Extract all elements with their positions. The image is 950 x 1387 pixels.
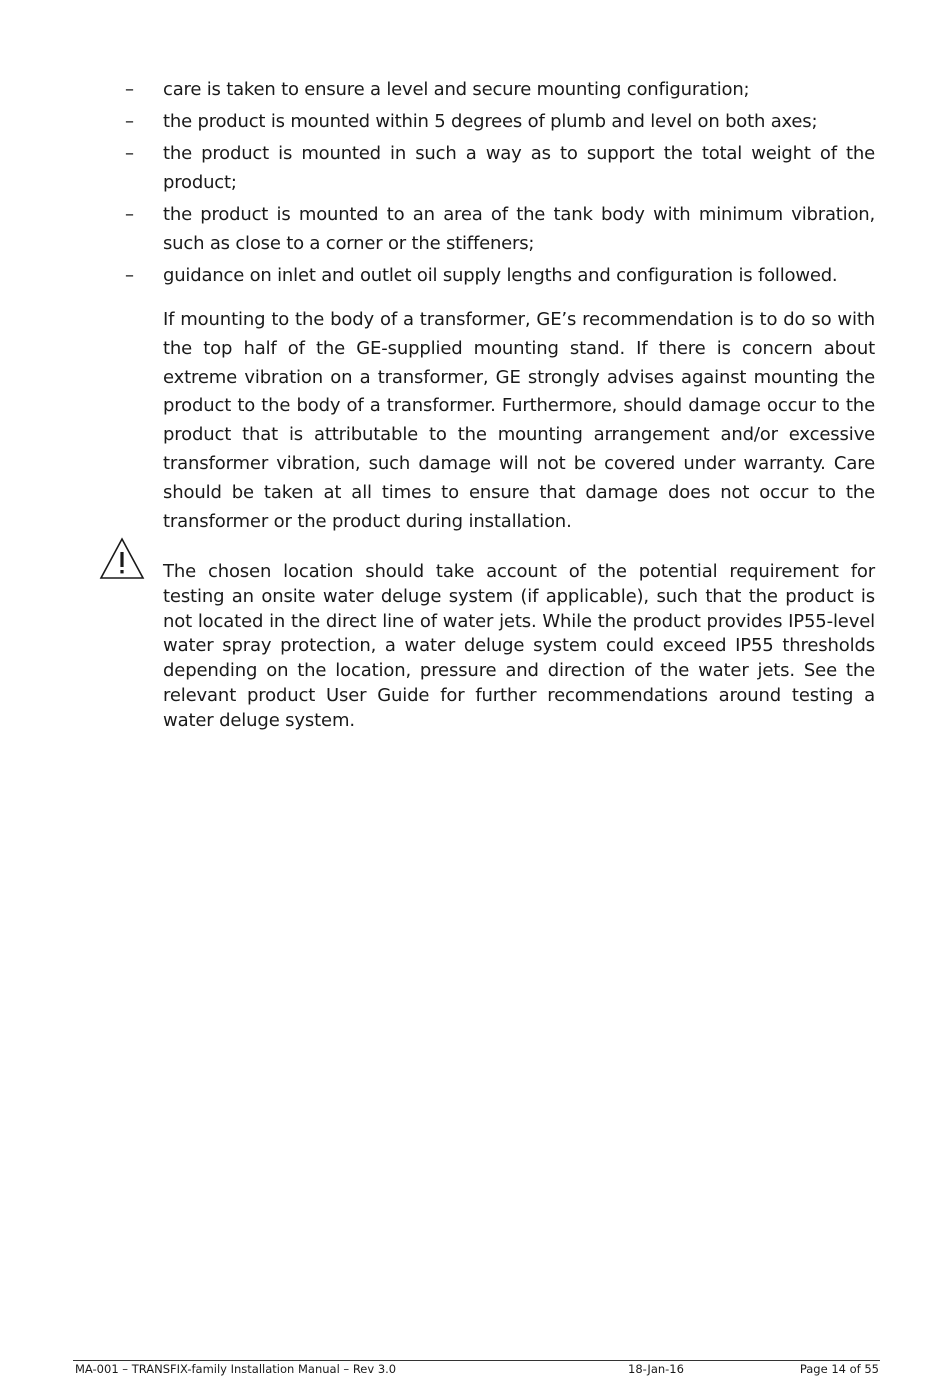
- list-item-text: care is taken to ensure a level and secure mounting configuration;: [163, 79, 750, 100]
- bullet-dash: –: [125, 265, 134, 286]
- bullet-dash: –: [125, 143, 134, 164]
- footer-page-number: Page 14 of 55: [799, 1362, 879, 1376]
- warning-text: The chosen location should take account of the potential requirement for testing an onsite water deluge system (if applicable), such that the product is not located in the direct line of water jets. While the product provides IP55-level water spray protection, a water deluge system could exceed IP55 thresholds depending on the location, pressure and direction of the water jets. See the relevant product User Guide for further recommendations around testing a water deluge system.: [163, 561, 875, 731]
- list-item-text: the product is mounted in such a way as to support the total weight of the product;: [163, 143, 875, 193]
- footer-document-title: MA-001 – TRANSFIX-family Installation Manual – Rev 3.0: [75, 1362, 397, 1376]
- requirements-list: [0, 75, 950, 293]
- bullet-dash: –: [125, 111, 134, 132]
- list-item: [0, 75, 950, 104]
- bullet-dash: –: [125, 204, 134, 225]
- bullet-dash: –: [125, 79, 134, 100]
- list-item: [0, 139, 950, 197]
- mounting-paragraph: If mounting to the body of a transformer, GE’s recommendation is to do so with the top half of the GE-supplied mounting stand. If there is concern about extreme vibration on a transformer, GE strongly advises against mounting the product to the body of a transformer. Furthermore, should damage occur to the product that is attributable to the mounting arrangement and/or excessive transformer vibration, such damage will not be covered under warranty. Care should be taken at all times to ensure that damage does not occur to the transformer or the product during installation.: [163, 309, 875, 532]
- list-item-text: the product is mounted within 5 degrees of plumb and level on both axes;: [163, 111, 818, 132]
- footer-divider: [73, 1360, 880, 1361]
- list-item: [0, 200, 950, 258]
- list-item: [0, 261, 950, 290]
- warning-triangle-icon: [99, 537, 145, 581]
- footer-date: 18-Jan-16: [628, 1362, 684, 1376]
- list-item-text: the product is mounted to an area of the tank body with minimum vibration, such as close to a corner or the stiffeners;: [163, 204, 875, 254]
- list-item-text: guidance on inlet and outlet oil supply lengths and configuration is followed.: [163, 265, 838, 286]
- list-item: [0, 107, 950, 136]
